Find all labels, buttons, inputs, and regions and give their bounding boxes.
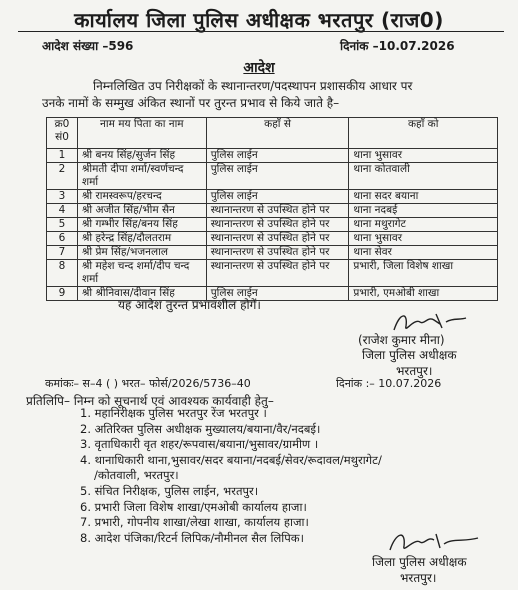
copy-intro: प्रतिलिपि– निम्न को सूचनार्थ एवं आवश्यक कार्यवाही हेतु– <box>26 394 274 408</box>
office-title: कार्यालय जिला पुलिस अधीक्षक भरतपुर (राज0) <box>74 8 444 32</box>
row-from: स्थानान्तरण से उपस्थित होने पर <box>206 246 349 260</box>
header-sno: क्र0 सं0 <box>47 118 78 149</box>
row-sno: 3 <box>47 190 78 204</box>
row-to: थाना भुसावर <box>349 149 498 163</box>
reference-number: कमांकः– स–4 ( ) भरत– फोर्स/2026/5736–40 <box>45 377 251 390</box>
copy-list-item: 4. थानाधिकारी थाना,भुसावर/सदर बयाना/नदबई/सेवर/रूदावल/मथुरागेट/ <box>80 452 382 467</box>
copy-list-item-continuation: /कोतवाली, भरतपुर। <box>94 468 179 483</box>
transfer-table <box>46 117 498 301</box>
row-to: थाना भुसावर <box>349 232 498 246</box>
row-name: श्री रामस्वरूप/हरचन्द <box>77 190 206 204</box>
row-sno: 5 <box>47 218 78 232</box>
table-row <box>47 218 498 232</box>
header-divider <box>18 31 504 32</box>
table-row <box>47 163 498 190</box>
row-from: स्थानान्तरण से उपस्थित होने पर <box>206 204 349 218</box>
table-row <box>47 260 498 287</box>
table-row <box>47 204 498 218</box>
header-from: कहाँ से <box>206 118 349 149</box>
copy-list-item: 3. वृताधिकारी वृत शहर/रूपवास/बयाना/भुसावर/ग्रामीण । <box>80 437 319 452</box>
row-from: पुलिस लाईन <box>206 287 349 301</box>
table-row <box>47 287 498 301</box>
row-to: प्रभारी, जिला विशेष शाखा <box>349 260 498 287</box>
table-body <box>47 149 498 301</box>
header-name: नाम मय पिता का नाम <box>77 118 206 149</box>
copy-list-item: 1. महानिरीक्षक पुलिस भरतपुर रेंज भरतपुर । <box>80 406 267 420</box>
row-name: श्री गम्भीर सिंह/बनय सिंह <box>77 218 206 232</box>
table-row <box>47 149 498 163</box>
signatory-designation: जिला पुलिस अधीक्षक <box>362 348 457 362</box>
row-name: श्री प्रेम सिंह/भजनलाल <box>77 246 206 260</box>
row-sno: 6 <box>47 232 78 246</box>
row-to: थाना सेवर <box>349 246 498 260</box>
intro-line-2: उनके नामों के सम्मुख अंकित स्थानों पर तुरन्त प्रभाव से किये जाते है– <box>42 96 340 110</box>
row-to: थाना मथुरागेट <box>349 218 498 232</box>
row-name: श्रीमती दीपा शर्मा/स्वर्णचन्द शर्मा <box>77 163 206 190</box>
effective-note: यह आदेश तुरन्त प्रभावशील होगें। <box>118 298 261 312</box>
row-name: श्री बनय सिंह/सुर्जन सिंह <box>77 149 206 163</box>
table-row <box>47 190 498 204</box>
row-sno: 4 <box>47 204 78 218</box>
row-sno: 9 <box>47 287 78 301</box>
header-to: कहाँ को <box>349 118 498 149</box>
row-name: श्री श्रीनिवास/दीवान सिंह <box>77 287 206 301</box>
copy-list-item: 8. आदेश पंजिका/रिटर्न लिपिक/नौमीनल सैल लिपिक। <box>80 530 304 545</box>
signatory-name: (राजेश कुमार मीना) <box>358 333 445 347</box>
copy-list-item: 5. संचित निरीक्षक, पुलिस लाईन, भरतपुर। <box>80 483 259 498</box>
table-row <box>47 232 498 246</box>
table-row <box>47 246 498 260</box>
row-from: स्थानान्तरण से उपस्थित होने पर <box>206 232 349 246</box>
row-from: स्थानान्तरण से उपस्थित होने पर <box>206 218 349 232</box>
reference-date: दिनांक :– 10.07.2026 <box>336 377 442 390</box>
row-from: पुलिस लाईन <box>206 190 349 204</box>
row-to: थाना नदबई <box>349 204 498 218</box>
row-sno: 2 <box>47 163 78 190</box>
signatory-place: भरतपुर। <box>396 364 433 378</box>
footer-place: भरतपुर। <box>400 571 437 585</box>
intro-line-1: निम्नलिखित उप निरीक्षकों के स्थानान्तरण/पदस्थापन प्रशासकीय आधार पर <box>93 79 413 93</box>
order-number: आदेश संख्या –596 <box>42 39 134 53</box>
copy-list-item: 2. अतिरिक्त पुलिस अधीक्षक मुख्यालय/बयाना/वैर/नदबई। <box>80 421 321 436</box>
row-from: पुलिस लाईन <box>206 163 349 190</box>
order-date: दिनांक –10.07.2026 <box>340 39 455 53</box>
row-from: स्थानान्तरण से उपस्थित होने पर <box>206 260 349 287</box>
row-to: थाना कोतवाली <box>349 163 498 190</box>
row-to: प्रभारी, एमओबी शाखा <box>349 287 498 301</box>
order-heading: आदेश <box>243 60 275 76</box>
footer-designation: जिला पुलिस अधीक्षक <box>372 555 467 569</box>
row-name: श्री हरेन्द्र सिंह/दौलतराम <box>77 232 206 246</box>
row-name: श्री अजीत सिंह/भीम सैन <box>77 204 206 218</box>
copy-list-item: 7. प्रभारी, गोपनीय शाखा/लेखा शाखा, कार्यालय हाजा। <box>80 515 309 530</box>
row-sno: 8 <box>47 260 78 287</box>
row-sno: 7 <box>47 246 78 260</box>
row-name: श्री महेश चन्द शर्मा/दीप चन्द शर्मा <box>77 260 206 287</box>
copy-list-item: 6. प्रभारी जिला विशेष शाखा/एमओबी कार्यालय हाजा। <box>80 499 307 514</box>
row-sno: 1 <box>47 149 78 163</box>
table-header-row <box>47 118 498 149</box>
row-to: थाना सदर बयाना <box>349 190 498 204</box>
row-from: पुलिस लाईन <box>206 149 349 163</box>
